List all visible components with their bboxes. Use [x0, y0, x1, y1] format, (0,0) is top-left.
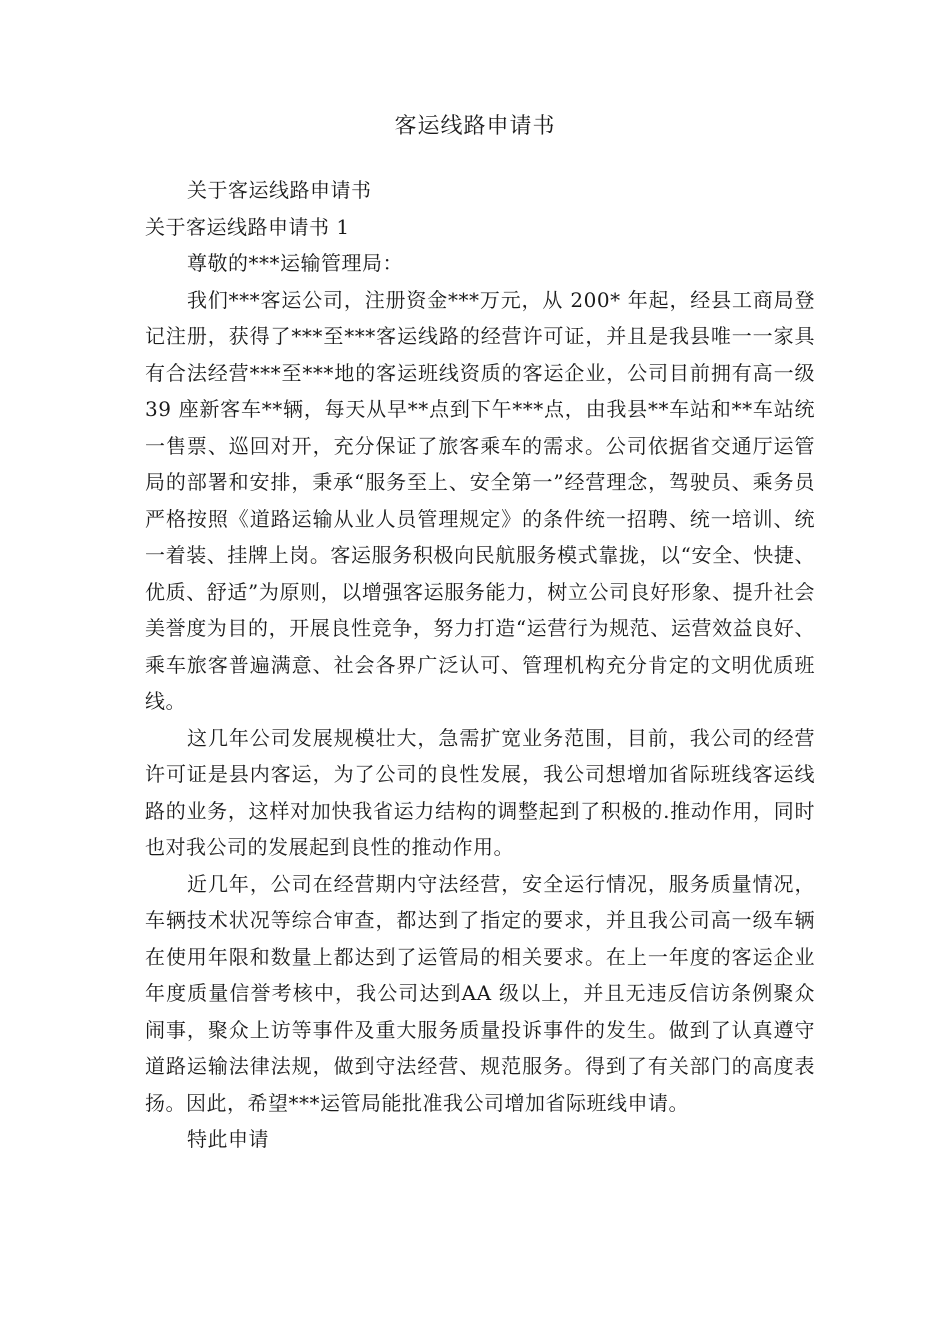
closing-line: 特此申请	[187, 1127, 269, 1151]
document-body	[145, 172, 815, 1158]
paragraph-company-intro: 我们***客运公司，注册资金***万元，从 200* 年起，经县工商局登记注册，获得了***至***客运线路的经营许可证，并且是我县唯一一家具有合法经营***至***地的客运班线资质的客运企业，公司目前拥有高一级 39 座新客车**辆，每天从早**点到下午***点，由我县**车站和**车站统一售票、巡回对开，充分保证了旅客乘车的需求。公司依据省交通厅运管局的部署和安排，秉承“服务至上、安全第一”经营理念，驾驶员、乘务员严格按照《道路运输从业人员管理规定》的条件统一招聘、统一培训、统一着装、挂牌上岗。客运服务积极向民航服务模式靠拢，以“安全、快捷、优质、舒适”为原则，以增强客运服务能力，树立公司良好形象、提升社会美誉度为目的，开展良性竞争，努力打造“运营行为规范、运营效益良好、乘车旅客普遍满意、社会各界广泛认可、管理机构充分肯定的文明优质班线。	[145, 287, 815, 713]
section-heading: 关于客运线路申请书 1	[145, 214, 350, 239]
salutation: 尊敬的***运输管理局：	[187, 251, 403, 275]
document-subtitle: 关于客运线路申请书	[187, 178, 372, 202]
document-title: 客运线路申请书	[394, 114, 556, 139]
paragraph-expansion-request: 这几年公司发展规模壮大，急需扩宽业务范围，目前，我公司的经营许可证是县内客运，为了公司的良性发展，我公司想增加省际班线客运线路的业务，这样对加快我省运力结构的调整起到了积极的.推动作用，同时也对我公司的发展起到良性的推动作用。	[145, 725, 815, 859]
paragraph-compliance-record: 近几年，公司在经营期内守法经营，安全运行情况，服务质量情况，车辆技术状况等综合审查，都达到了指定的要求，并且我公司高一级车辆在使用年限和数量上都达到了运管局的相关要求。在上一年度的客运企业年度质量信誉考核中，我公司达到AA 级以上，并且无违反信访条例聚众闹事，聚众上访等事件及重大服务质量投诉事件的发生。做到了认真遵守道路运输法律法规，做到守法经营、规范服务。得到了有关部门的高度表扬。因此，希望***运管局能批准我公司增加省际班线申请。	[145, 871, 815, 1115]
